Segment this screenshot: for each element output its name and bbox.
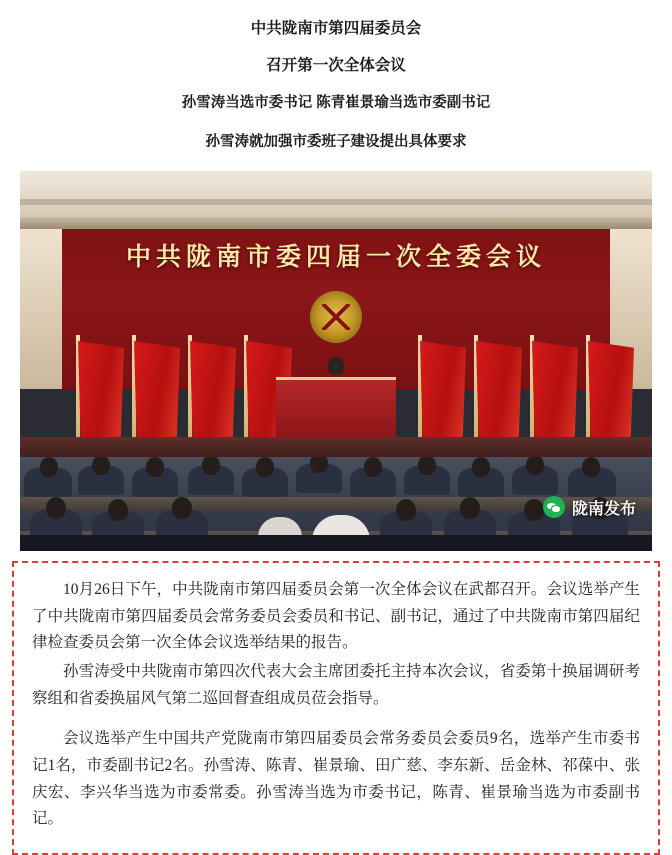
audience-head bbox=[396, 499, 416, 521]
audience-head bbox=[364, 457, 382, 477]
audience-head bbox=[256, 457, 274, 477]
audience-head bbox=[172, 497, 192, 519]
podium bbox=[276, 377, 396, 440]
party-emblem-icon bbox=[310, 291, 362, 343]
audience-head bbox=[582, 457, 600, 477]
audience-head bbox=[92, 457, 110, 475]
paragraph: 会议选举产生中国共产党陇南市第四届委员会常务委员会委员9名，选举产生市委书记1名，市委副书记2名。孙雪涛、陈青、崔景瑜、田广慈、李东新、岳金林、祁葆中、张庆宏、李兴华当选为市委常委。孙雪涛当选为市委书记，陈青、崔景瑜当选为市委副书记。 bbox=[32, 730, 640, 828]
speaker-figure bbox=[328, 357, 344, 375]
audience-head bbox=[40, 457, 58, 477]
headline-block bbox=[0, 0, 672, 163]
watermark bbox=[543, 496, 636, 519]
headline-subtitle-1: 召开第一次全体会议 bbox=[266, 56, 406, 74]
article-body bbox=[12, 561, 660, 855]
audience-head bbox=[108, 499, 128, 521]
audience-head bbox=[524, 499, 544, 521]
audience-head bbox=[310, 457, 328, 473]
article-photo bbox=[20, 171, 652, 551]
paragraph: 10月26日下午，中共陇南市第四届委员会第一次全体会议在武都召开。会议选举产生了中共陇南市第四届委员会常务委员会委员和书记、副书记，通过了中共陇南市第四届纪律检查委员会第一次全体会议选举结果的报告。 bbox=[32, 580, 640, 652]
audience-head bbox=[526, 457, 544, 475]
headline-subtitle-2: 孙雪涛当选市委书记 陈青崔景瑜当选市委副书记 bbox=[181, 95, 491, 112]
ceiling-beam bbox=[20, 199, 652, 205]
paragraph: 孙雪涛受中共陇南市第四次代表大会主席团委托主持本次会议，省委第十换届调研考察组和省委换届风气第二巡回督查组成员莅会指导。 bbox=[32, 662, 640, 707]
ceiling-beam-lower bbox=[20, 217, 652, 229]
audience-head bbox=[472, 457, 490, 477]
audience-head bbox=[460, 497, 480, 519]
wechat-icon bbox=[543, 496, 565, 518]
audience-head bbox=[46, 497, 66, 519]
watermark-label: 陇南发布 bbox=[571, 500, 636, 518]
photo-ceiling bbox=[20, 171, 652, 229]
audience-head bbox=[202, 457, 220, 475]
headline-subtitle-3: 孙雪涛就加强市委班子建设提出具体要求 bbox=[205, 133, 467, 150]
audience-head bbox=[418, 457, 436, 475]
page-title: 中共陇南市第四届委员会 bbox=[250, 20, 422, 37]
photo-bottom-bar bbox=[20, 535, 652, 551]
audience-head bbox=[146, 457, 164, 477]
stage-banner-text: 中共陇南市委四届一次全委会议 bbox=[125, 242, 546, 271]
